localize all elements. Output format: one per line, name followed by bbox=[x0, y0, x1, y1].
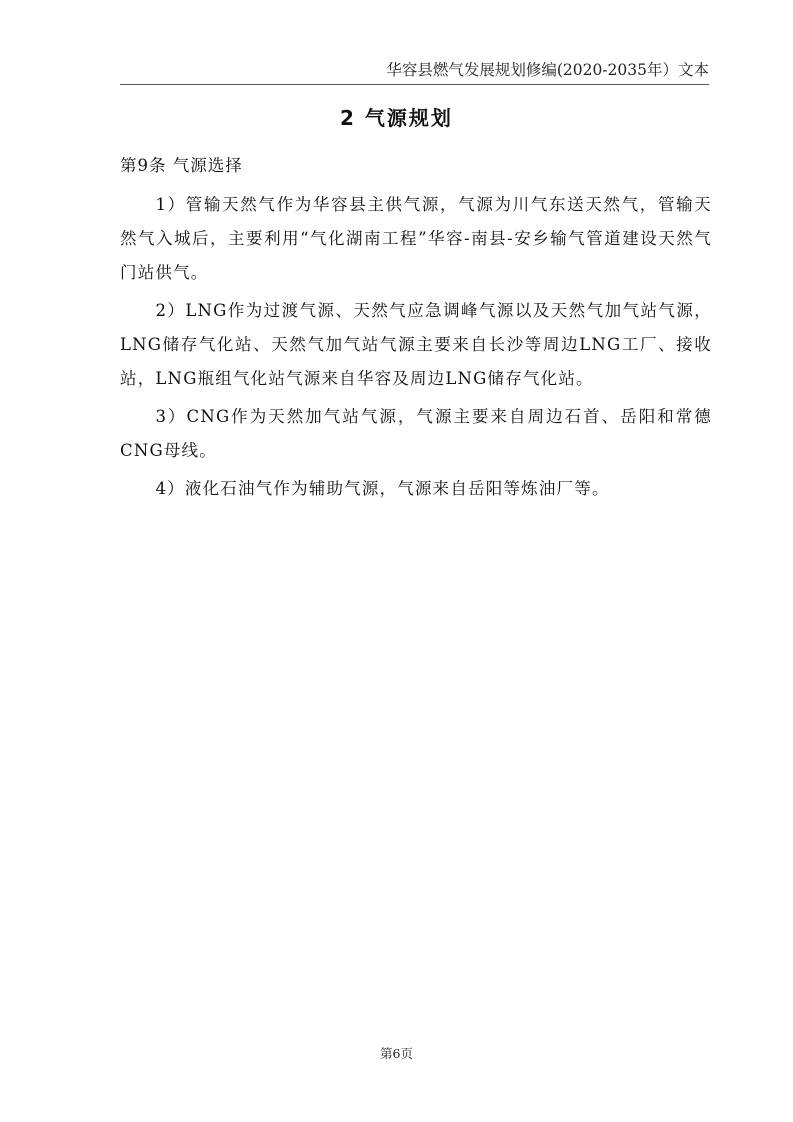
paragraph-2: 2）LNG作为过渡气源、天然气应急调峰气源以及天然气加气站气源，LNG储存气化站、天然气加气站气源主要来自长沙等周边LNG工厂、接收站，LNG瓶组气化站气源来自华容及周边LNG储存气化站。 bbox=[120, 301, 712, 388]
article-body bbox=[120, 188, 712, 510]
paragraph-3: 3）CNG作为天然加气站气源，气源主要来自周边石首、岳阳和常德CNG母线。 bbox=[120, 407, 712, 460]
chapter-title: 2 气源规划 bbox=[340, 106, 453, 130]
article-heading: 第9条 气源选择 bbox=[120, 156, 243, 175]
page-number: 第6页 bbox=[380, 1046, 413, 1061]
paragraph-1: 1）管输天然气作为华容县主供气源，气源为川气东送天然气，管输天然气入城后，主要利用“气化湖南工程”华容-南县-安乡输气管道建设天然气门站供气。 bbox=[120, 195, 712, 282]
running-header: 华容县燃气发展规划修编(2020-2035年）文本 bbox=[386, 61, 709, 79]
header-divider bbox=[120, 84, 709, 85]
paragraph-4: 4）液化石油气作为辅助气源，气源来自岳阳等炼油厂等。 bbox=[155, 479, 610, 498]
